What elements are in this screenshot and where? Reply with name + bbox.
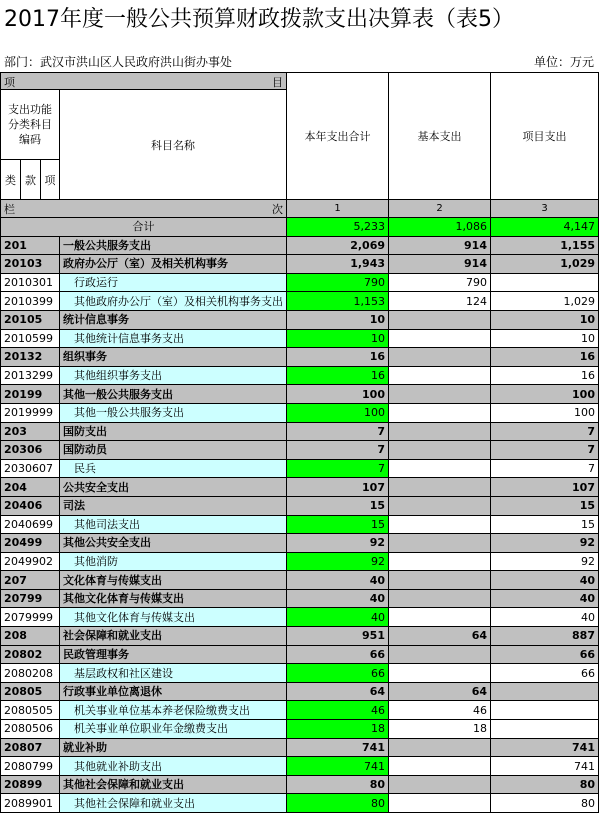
row-name: 机关事业单位职业年金缴费支出 bbox=[60, 720, 287, 739]
row-name: 统计信息事务 bbox=[60, 310, 287, 329]
header-col-no3: 3 bbox=[491, 200, 599, 218]
table-row bbox=[1, 738, 599, 757]
row-code: 2079999 bbox=[1, 608, 60, 627]
row-basic: 46 bbox=[389, 701, 491, 720]
row-basic bbox=[389, 645, 491, 664]
row-code: 20899 bbox=[1, 775, 60, 794]
row-total: 46 bbox=[287, 701, 389, 720]
row-project: 887 bbox=[491, 627, 599, 646]
row-code: 20805 bbox=[1, 682, 60, 701]
table-row bbox=[1, 515, 599, 534]
row-project: 107 bbox=[491, 478, 599, 497]
table-row bbox=[1, 794, 599, 813]
row-name: 其他统计信息事务支出 bbox=[60, 329, 287, 348]
header-col-no2: 2 bbox=[389, 200, 491, 218]
row-name: 组织事务 bbox=[60, 348, 287, 367]
row-code: 2089901 bbox=[1, 794, 60, 813]
row-name: 其他政府办公厅（室）及相关机构事务支出 bbox=[60, 292, 287, 311]
row-name: 其他司法支出 bbox=[60, 515, 287, 534]
row-total: 7 bbox=[287, 441, 389, 460]
row-total: 64 bbox=[287, 682, 389, 701]
row-name: 基层政权和社区建设 bbox=[60, 664, 287, 683]
row-project: 7 bbox=[491, 422, 599, 441]
row-basic: 124 bbox=[389, 292, 491, 311]
row-basic bbox=[389, 348, 491, 367]
row-project: 1,029 bbox=[491, 255, 599, 274]
header-col-basic: 基本支出 bbox=[389, 73, 491, 200]
row-total: 1,153 bbox=[287, 292, 389, 311]
row-project: 10 bbox=[491, 329, 599, 348]
row-project: 66 bbox=[491, 664, 599, 683]
row-basic bbox=[389, 403, 491, 422]
row-code: 2010399 bbox=[1, 292, 60, 311]
table-row bbox=[1, 701, 599, 720]
meta-bar bbox=[0, 50, 600, 70]
header-item-right: 目 bbox=[272, 76, 283, 89]
row-name: 行政运行 bbox=[60, 273, 287, 292]
header-name-label: 科目名称 bbox=[60, 90, 287, 200]
row-total: 16 bbox=[287, 366, 389, 385]
row-name: 民兵 bbox=[60, 459, 287, 478]
row-project: 1,029 bbox=[491, 292, 599, 311]
table-row bbox=[1, 255, 599, 274]
row-code: 20105 bbox=[1, 310, 60, 329]
row-basic bbox=[389, 478, 491, 497]
row-basic bbox=[389, 385, 491, 404]
header-xiang: 项 bbox=[41, 160, 60, 200]
row-basic: 64 bbox=[389, 682, 491, 701]
row-basic bbox=[389, 757, 491, 776]
row-code: 20802 bbox=[1, 645, 60, 664]
table-row bbox=[1, 720, 599, 739]
row-project: 10 bbox=[491, 310, 599, 329]
row-total: 15 bbox=[287, 515, 389, 534]
row-total: 1,943 bbox=[287, 255, 389, 274]
row-total: 66 bbox=[287, 664, 389, 683]
header-col-no1: 1 bbox=[287, 200, 389, 218]
row-code: 208 bbox=[1, 627, 60, 646]
row-code: 2010301 bbox=[1, 273, 60, 292]
row-code: 2080799 bbox=[1, 757, 60, 776]
row-project bbox=[491, 273, 599, 292]
row-project: 66 bbox=[491, 645, 599, 664]
row-code: 20807 bbox=[1, 738, 60, 757]
table-row bbox=[1, 682, 599, 701]
row-name: 就业补助 bbox=[60, 738, 287, 757]
table-row bbox=[1, 645, 599, 664]
row-project: 1,155 bbox=[491, 236, 599, 255]
row-project: 7 bbox=[491, 459, 599, 478]
row-total: 100 bbox=[287, 385, 389, 404]
row-total: 80 bbox=[287, 775, 389, 794]
row-code: 20499 bbox=[1, 534, 60, 553]
row-code: 20306 bbox=[1, 441, 60, 460]
row-project: 100 bbox=[491, 385, 599, 404]
header-item-cell bbox=[1, 73, 287, 90]
table-row bbox=[1, 608, 599, 627]
row-name: 其他社会保障和就业支出 bbox=[60, 775, 287, 794]
row-code: 2080505 bbox=[1, 701, 60, 720]
row-total: 951 bbox=[287, 627, 389, 646]
row-name: 一般公共服务支出 bbox=[60, 236, 287, 255]
table-body bbox=[1, 236, 599, 812]
table-row bbox=[1, 552, 599, 571]
row-project: 16 bbox=[491, 366, 599, 385]
row-project: 16 bbox=[491, 348, 599, 367]
row-basic: 790 bbox=[389, 273, 491, 292]
row-project: 80 bbox=[491, 794, 599, 813]
header-lanci-cell bbox=[1, 200, 287, 218]
table-row bbox=[1, 589, 599, 608]
table-row bbox=[1, 236, 599, 255]
row-project: 40 bbox=[491, 608, 599, 627]
row-basic bbox=[389, 794, 491, 813]
row-total: 16 bbox=[287, 348, 389, 367]
row-basic bbox=[389, 366, 491, 385]
table-row bbox=[1, 757, 599, 776]
row-basic bbox=[389, 515, 491, 534]
row-total: 18 bbox=[287, 720, 389, 739]
table-row bbox=[1, 627, 599, 646]
header-lan: 栏 bbox=[4, 203, 15, 216]
row-total: 100 bbox=[287, 403, 389, 422]
row-total: 15 bbox=[287, 496, 389, 515]
row-name: 社会保障和就业支出 bbox=[60, 627, 287, 646]
header-lei: 类 bbox=[1, 160, 21, 200]
header-ci: 次 bbox=[272, 203, 283, 216]
row-project: 40 bbox=[491, 589, 599, 608]
row-name: 机关事业单位基本养老保险缴费支出 bbox=[60, 701, 287, 720]
row-total: 107 bbox=[287, 478, 389, 497]
row-project: 40 bbox=[491, 571, 599, 590]
row-name: 其他一般公共服务支出 bbox=[60, 403, 287, 422]
row-total: 92 bbox=[287, 534, 389, 553]
table-row bbox=[1, 422, 599, 441]
row-code: 20103 bbox=[1, 255, 60, 274]
row-code: 2080208 bbox=[1, 664, 60, 683]
row-basic: 914 bbox=[389, 236, 491, 255]
row-name: 其他组织事务支出 bbox=[60, 366, 287, 385]
row-code: 203 bbox=[1, 422, 60, 441]
row-total: 741 bbox=[287, 738, 389, 757]
row-code: 204 bbox=[1, 478, 60, 497]
row-code: 2040699 bbox=[1, 515, 60, 534]
table-row bbox=[1, 329, 599, 348]
row-code: 201 bbox=[1, 236, 60, 255]
row-basic bbox=[389, 664, 491, 683]
row-code: 2019999 bbox=[1, 403, 60, 422]
row-name: 其他社会保障和就业支出 bbox=[60, 794, 287, 813]
row-basic: 18 bbox=[389, 720, 491, 739]
row-name: 国防支出 bbox=[60, 422, 287, 441]
table-row bbox=[1, 496, 599, 515]
row-basic bbox=[389, 441, 491, 460]
row-project: 80 bbox=[491, 775, 599, 794]
total-project: 4,147 bbox=[491, 218, 599, 237]
row-project: 92 bbox=[491, 552, 599, 571]
row-total: 7 bbox=[287, 459, 389, 478]
table-row bbox=[1, 459, 599, 478]
row-code: 2049902 bbox=[1, 552, 60, 571]
row-project: 15 bbox=[491, 515, 599, 534]
row-name: 政府办公厅（室）及相关机构事务 bbox=[60, 255, 287, 274]
row-basic bbox=[389, 310, 491, 329]
row-total: 10 bbox=[287, 329, 389, 348]
row-total: 92 bbox=[287, 552, 389, 571]
table-row bbox=[1, 664, 599, 683]
row-basic bbox=[389, 534, 491, 553]
row-basic bbox=[389, 459, 491, 478]
row-name: 行政事业单位离退休 bbox=[60, 682, 287, 701]
expenditure-table bbox=[0, 72, 599, 813]
row-name: 其他文化体育与传媒支出 bbox=[60, 589, 287, 608]
row-project: 741 bbox=[491, 757, 599, 776]
row-code: 20799 bbox=[1, 589, 60, 608]
table-row bbox=[1, 273, 599, 292]
row-name: 其他公共安全支出 bbox=[60, 534, 287, 553]
table-row bbox=[1, 385, 599, 404]
row-basic bbox=[389, 608, 491, 627]
row-code: 20132 bbox=[1, 348, 60, 367]
header-code-label: 支出功能分类科目编码 bbox=[1, 90, 60, 160]
department-label: 部门：武汉市洪山区人民政府洪山街办事处 bbox=[4, 55, 233, 69]
row-name: 司法 bbox=[60, 496, 287, 515]
row-total: 741 bbox=[287, 757, 389, 776]
table-row bbox=[1, 348, 599, 367]
header-item-left: 项 bbox=[4, 76, 15, 89]
row-project bbox=[491, 701, 599, 720]
row-total: 40 bbox=[287, 608, 389, 627]
row-code: 2013299 bbox=[1, 366, 60, 385]
header-col-total: 本年支出合计 bbox=[287, 73, 389, 200]
row-basic: 64 bbox=[389, 627, 491, 646]
row-code: 2010599 bbox=[1, 329, 60, 348]
row-code: 2080506 bbox=[1, 720, 60, 739]
row-basic bbox=[389, 775, 491, 794]
table-row bbox=[1, 478, 599, 497]
row-name: 其他文化体育与传媒支出 bbox=[60, 608, 287, 627]
row-name: 其他就业补助支出 bbox=[60, 757, 287, 776]
row-basic bbox=[389, 738, 491, 757]
row-basic bbox=[389, 571, 491, 590]
row-name: 民政管理事务 bbox=[60, 645, 287, 664]
row-name: 公共安全支出 bbox=[60, 478, 287, 497]
table-row bbox=[1, 292, 599, 311]
row-total: 40 bbox=[287, 589, 389, 608]
row-project: 741 bbox=[491, 738, 599, 757]
row-total: 2,069 bbox=[287, 236, 389, 255]
table-row bbox=[1, 534, 599, 553]
row-project bbox=[491, 720, 599, 739]
row-project: 92 bbox=[491, 534, 599, 553]
row-total: 80 bbox=[287, 794, 389, 813]
total-basic: 1,086 bbox=[389, 218, 491, 237]
row-project: 15 bbox=[491, 496, 599, 515]
row-total: 790 bbox=[287, 273, 389, 292]
row-total: 7 bbox=[287, 422, 389, 441]
header-col-project: 项目支出 bbox=[491, 73, 599, 200]
row-basic bbox=[389, 496, 491, 515]
row-code: 20199 bbox=[1, 385, 60, 404]
row-basic: 914 bbox=[389, 255, 491, 274]
table-row bbox=[1, 403, 599, 422]
unit-label: 单位：万元 bbox=[533, 55, 594, 69]
table-row bbox=[1, 571, 599, 590]
header-kuan: 款 bbox=[21, 160, 41, 200]
row-name: 文化体育与传媒支出 bbox=[60, 571, 287, 590]
table-row bbox=[1, 310, 599, 329]
total-total: 5,233 bbox=[287, 218, 389, 237]
row-project bbox=[491, 682, 599, 701]
total-row bbox=[1, 218, 599, 237]
row-total: 40 bbox=[287, 571, 389, 590]
row-basic bbox=[389, 422, 491, 441]
row-name: 国防动员 bbox=[60, 441, 287, 460]
table-row bbox=[1, 366, 599, 385]
table-row bbox=[1, 775, 599, 794]
row-basic bbox=[389, 589, 491, 608]
table-row bbox=[1, 441, 599, 460]
row-total: 10 bbox=[287, 310, 389, 329]
total-label: 合计 bbox=[1, 218, 287, 237]
row-code: 2030607 bbox=[1, 459, 60, 478]
row-basic bbox=[389, 552, 491, 571]
page-title: 2017年度一般公共预算财政拨款支出决算表（表5） bbox=[4, 7, 514, 32]
row-code: 207 bbox=[1, 571, 60, 590]
row-project: 100 bbox=[491, 403, 599, 422]
row-project: 7 bbox=[491, 441, 599, 460]
row-basic bbox=[389, 329, 491, 348]
row-total: 66 bbox=[287, 645, 389, 664]
row-name: 其他一般公共服务支出 bbox=[60, 385, 287, 404]
row-name: 其他消防 bbox=[60, 552, 287, 571]
row-code: 20406 bbox=[1, 496, 60, 515]
